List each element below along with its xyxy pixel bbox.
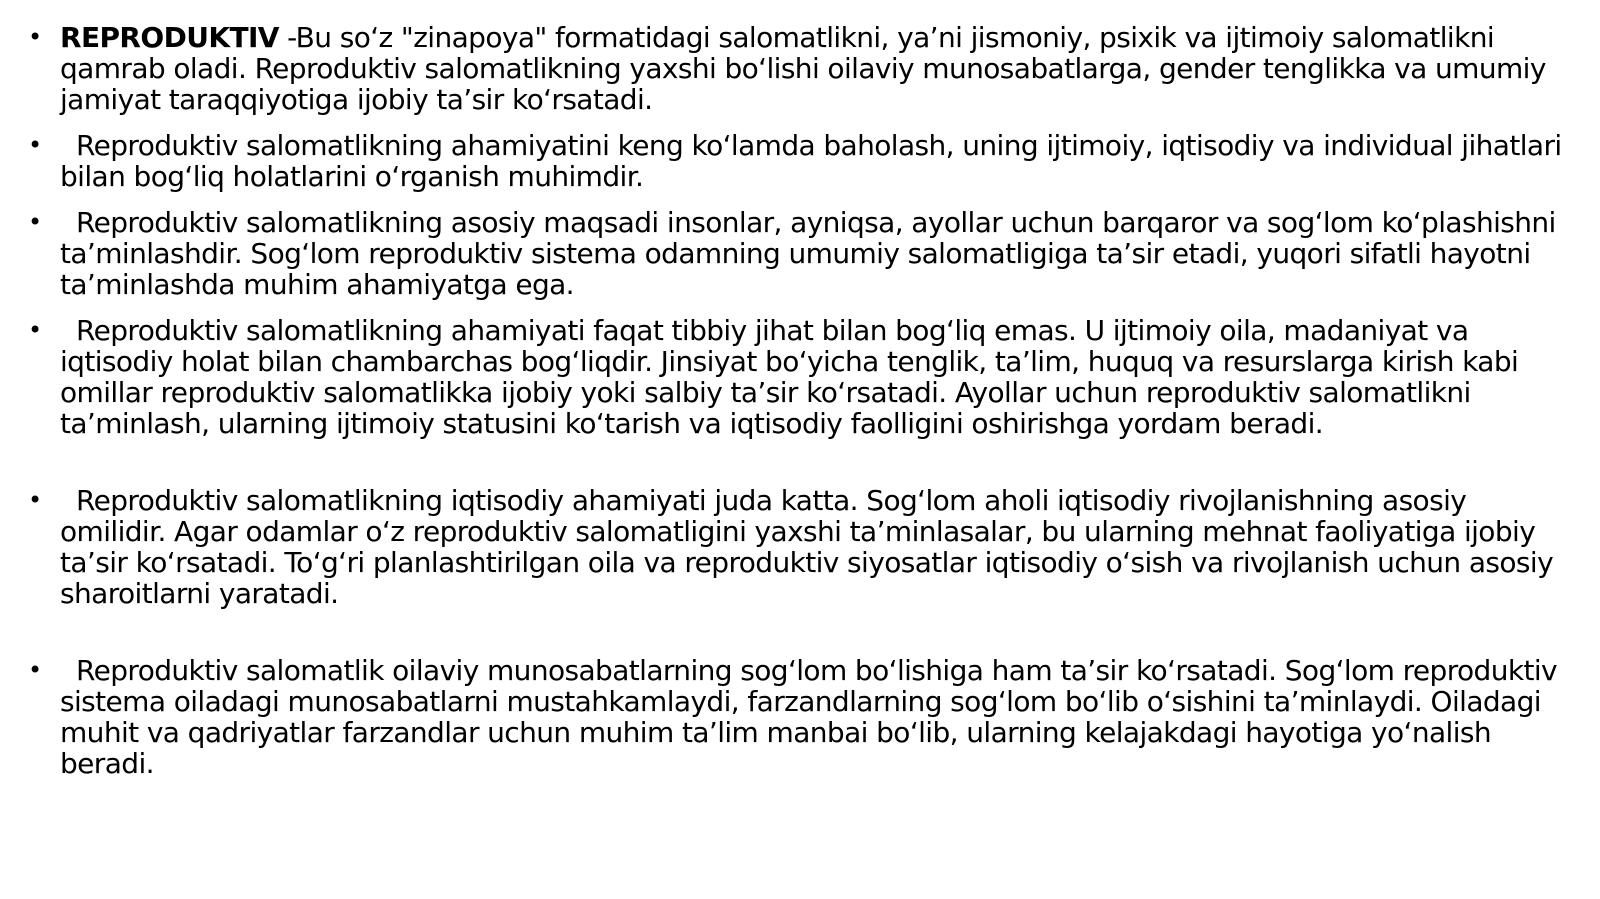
paragraph-body: Reproduktiv salomatlikning ahamiyati faqat tibbiy jihat bilan bog‘liq emas. U ijtimoiy oila, madaniyat va iqtisodiy holat bilan chambarchas bog‘liqdir. Jinsiyat bo‘yicha tenglik, ta’lim, huquq va resurslarga kirish kabi omillar reproduktiv salomatlikka ijobiy yoki salbiy ta’sir ko‘rsatadi. Ayollar uchun reproduktiv salomatlikni ta’minlash, ularning ijtimoiy statusini ko‘tarish va iqtisodiy faolligini oshirishga yordam beradi. [60, 314, 1519, 440]
bullet-icon: • [28, 486, 42, 514]
list-item [28, 315, 1573, 439]
paragraph-text [60, 21, 1546, 116]
bullet-icon: • [28, 131, 42, 159]
paragraph-body: Reproduktiv salomatlikning asosiy maqsadi insonlar, ayniqsa, ayollar uchun barqaror va sog‘lom ko‘plashishni ta’minlashdir. Sog‘lom reproduktiv sistema odamning umumiy salomatligiga ta’sir etadi, yuqori sifatli hayotni ta’minlashda muhim ahamiyatga ega. [60, 206, 1556, 301]
bullet-icon: • [28, 316, 42, 344]
bullet-icon: • [28, 23, 42, 51]
paragraph-body: -Bu so‘z "zinapoya" formatidagi salomatlikni, ya’ni jismoniy, psixik va ijtimoiy salomatlikni qamrab oladi. Reproduktiv salomatlikning yaxshi bo‘lishi oilaviy munosabatlarga, gender tenglikka va umumiy jamiyat taraqqiyotiga ijobiy ta’sir ko‘rsatadi. [60, 21, 1546, 116]
bullet-list [28, 22, 1573, 779]
paragraph-text [60, 314, 1518, 440]
paragraph-text [60, 654, 1557, 780]
paragraph-body: Reproduktiv salomatlik oilaviy munosabatlarning sog‘lom bo‘lishiga ham ta’sir ko‘rsatadi. Sog‘lom reproduktiv sistema oiladagi munosabatlarni mustahkamlaydi, farzandlarning sog‘lom bo‘lib o‘sishini ta’minlaydi. Oiladagi muhit va qadriyatlar farzandlar uchun muhim ta’lim manbai bo‘lib, ularning kelajakdagi hayotiga yo‘nalish beradi. [60, 654, 1557, 780]
paragraph-body: Reproduktiv salomatlikning ahamiyatini keng ko‘lamda baholash, uning ijtimoiy, iqtisodiy va individual jihatlari bilan bog‘liq holatlarini o‘rganish muhimdir. [60, 129, 1562, 193]
paragraph-body: Reproduktiv salomatlikning iqtisodiy ahamiyati juda katta. Sog‘lom aholi iqtisodiy rivojlanishning asosiy omilidir. Agar odamlar o‘z reproduktiv salomatligini yaxshi ta’minlasalar, bu ularning mehnat faoliyatiga ijobiy ta’sir ko‘rsatadi. To‘g‘ri planlashtirilgan oila va reproduktiv siyosatlar iqtisodiy o‘sish va rivojlanish uchun asosiy sharoitlarni yaratadi. [60, 484, 1554, 610]
list-item [28, 22, 1573, 115]
list-item [28, 130, 1573, 192]
list-item [28, 655, 1573, 779]
list-item [28, 207, 1573, 300]
list-item [28, 485, 1573, 609]
bullet-icon: • [28, 656, 42, 684]
lead-term: REPRODUKTIV [60, 21, 279, 54]
paragraph-text [60, 129, 1562, 193]
paragraph-text [60, 484, 1553, 610]
bullet-icon: • [28, 208, 42, 236]
paragraph-text [60, 206, 1556, 301]
